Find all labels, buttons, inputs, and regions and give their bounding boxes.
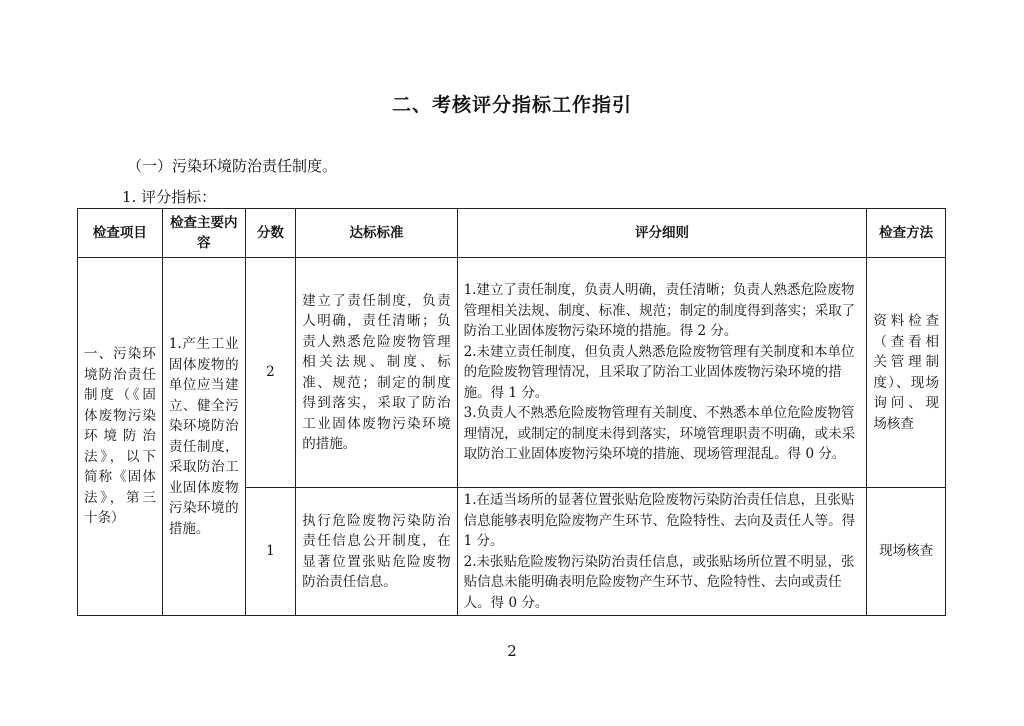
score-cell: 1 <box>245 488 296 616</box>
section-title: （一）污染环境防治责任制度。 <box>127 157 338 175</box>
scoring-details-cell <box>457 488 867 616</box>
check-item-cell: 一、污染环境防治责任制度（《固体废物污染环境防治法》，以下简称《固体法》，第三十条） <box>78 258 163 616</box>
check-method-cell: 现场核查 <box>867 488 946 616</box>
standard-cell: 建立了责任制度，负责人明确，责任清晰；负责人熟悉危险废物管理相关法规、制度、标准、规范；制定的制度得到落实，采取了防治工业固体废物污染环境的措施。 <box>296 258 457 488</box>
main-content-cell: 1.产生工业固体废物的单位应当建立、健全污染环境防治责任制度，采取防治工业固体废物污染环境的措施。 <box>162 258 245 616</box>
page-number: 2 <box>507 642 517 660</box>
detail-line: 2.未建立责任制度，但负责人熟悉危险废物管理有关制度和本单位的危险废物管理情况，且采取了防治工业固体废物污染环境的措施。得 1 分。 <box>463 343 855 401</box>
detail-line: 3.负责人不熟悉危险废物管理有关制度、不熟悉本单位危险废物管理情况，或制定的制度未得到落实，环境管理职责不明确，或未采取防治工业固体废物污染环境的措施、现场管理混乱。得 0 分。 <box>463 405 856 463</box>
page-heading: 二、考核评分指标工作指引 <box>391 94 632 116</box>
header-check-method: 检查方法 <box>867 209 946 258</box>
detail-line: 2.未张贴危险废物污染防治责任信息，或张贴场所位置不明显，张贴信息未能明确表明危险废物产生环节、危险特性、去向或责任人。得 0 分。 <box>463 553 855 611</box>
header-score: 分数 <box>245 209 296 258</box>
score-cell: 2 <box>245 258 296 488</box>
header-scoring-details: 评分细则 <box>457 209 867 258</box>
scoring-table <box>77 208 946 616</box>
standard-cell: 执行危险废物污染防治责任信息公开制度，在显著位置张贴危险废物防治责任信息。 <box>296 488 457 616</box>
header-check-item: 检查项目 <box>78 209 163 258</box>
table-row <box>78 258 946 488</box>
subsection-title: 1. 评分指标： <box>122 188 217 206</box>
table-header-row <box>78 209 946 258</box>
detail-line: 1.在适当场所的显著位置张贴危险废物污染防治责任信息，且张贴信息能够表明危险废物产生环节、危险特性、去向及责任人等。得 1 分。 <box>463 492 856 549</box>
detail-line: 1.建立了责任制度，负责人明确，责任清晰；负责人熟悉危险废物管理相关法规、制度、标准、规范；制定的制度得到落实；采取了防治工业固体废物污染环境的措施。得 2 分。 <box>463 282 856 340</box>
header-standard: 达标标准 <box>296 209 457 258</box>
scoring-details-cell <box>457 258 867 488</box>
check-method-cell: 资料检查（查看相关管理制度）、现场询问、现场核查 <box>867 258 946 488</box>
header-main-content: 检查主要内容 <box>162 209 245 258</box>
